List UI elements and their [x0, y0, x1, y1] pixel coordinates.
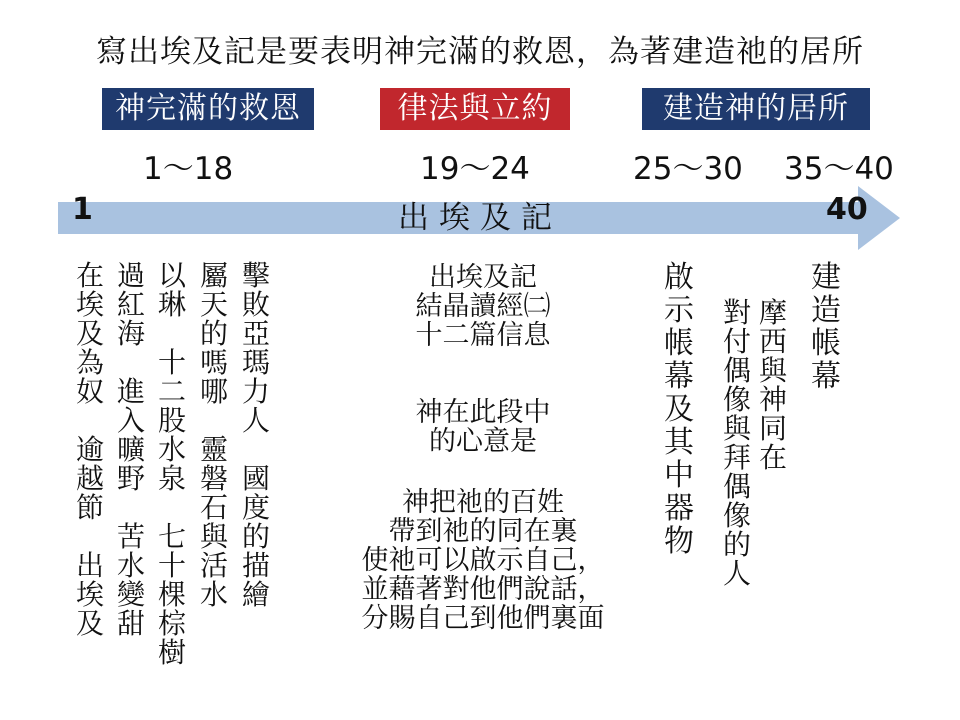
column-moses-with-god: 摩 西 與 神 同 在 [758, 296, 787, 474]
arrow-end-label: 40 [826, 192, 868, 227]
page-title: 寫出埃及記是要表明神完滿的救恩，為著建造祂的居所 [96, 34, 864, 70]
center-gods-intention-text: 神把祂的百姓 帶到祂的同在裏 使祂可以啟示自己， 並藉著對他們說話， 分賜自己到他們裏面 [361, 487, 605, 634]
column-egypt: 在 埃 及 為 奴 逾 越 節 出 埃 及 [75, 259, 104, 640]
column-red-sea: 過 紅 海 進 入 曠 野 苦 水 變 甜 [116, 259, 145, 640]
banner-law-covenant: 律法與立約 [380, 88, 570, 130]
arrow-center-label: 出埃及記 [398, 200, 562, 236]
center-gods-intention-heading: 神在此段中 的心意是 [415, 397, 551, 457]
column-build-tabernacle: 建 造 帳 幕 [811, 260, 841, 394]
range-19-24: 19～24 [420, 151, 530, 187]
arrow-start-label: 1 [72, 192, 93, 227]
banner-complete-salvation: 神完滿的救恩 [102, 88, 314, 130]
center-crystal-study: 出埃及記 結晶讀經㈡ 十二篇信息 [415, 262, 551, 351]
column-dealing-with-idols: 對 付 偶 像 與 拜 偶 像 的 人 [722, 296, 751, 590]
column-manna: 屬 天 的 嗎 哪 靈 磐 石 與 活 水 [199, 259, 228, 611]
column-tabernacle-revelation: 啟 示 帳 幕 及 其 中 器 物 [664, 260, 694, 559]
range-25-30: 25～30 [633, 151, 743, 187]
column-elim: 以 琳 十 二 股 水 泉 七 十 棵 棕 樹 [157, 259, 186, 669]
column-amalek: 擊 敗 亞 瑪 力 人 國 度 的 描 繪 [241, 259, 270, 611]
range-1-18: 1～18 [143, 151, 234, 187]
range-35-40: 35～40 [784, 151, 894, 187]
banner-build-dwelling: 建造神的居所 [642, 88, 870, 130]
